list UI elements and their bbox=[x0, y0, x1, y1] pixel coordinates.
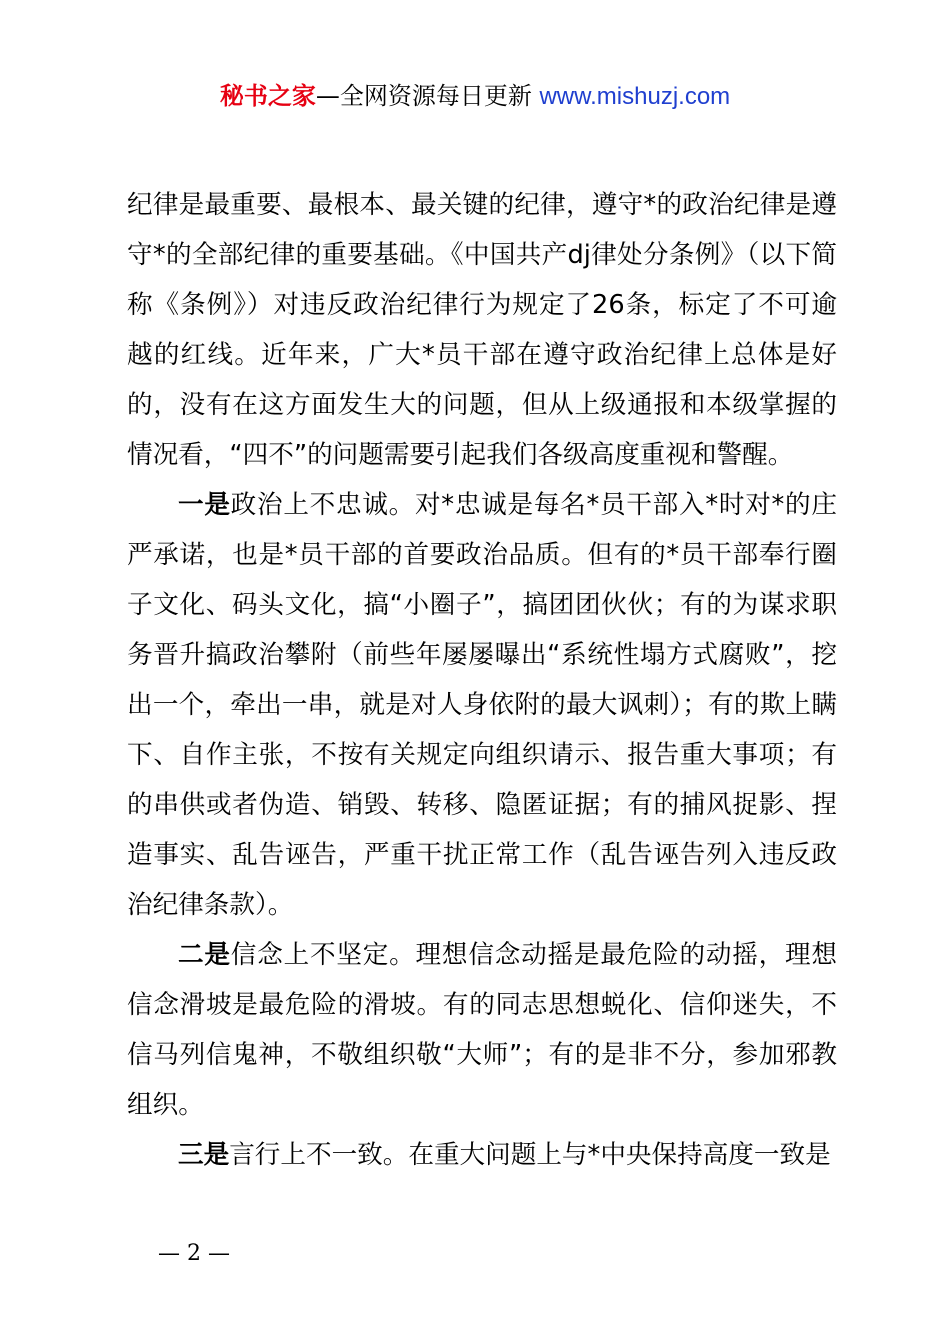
paragraph-point-two bbox=[127, 930, 837, 1130]
paragraph-point-three bbox=[127, 1130, 837, 1180]
site-brand: 秘书之家 bbox=[219, 82, 316, 110]
paragraph-intro bbox=[127, 180, 837, 480]
page-number: — 2 — bbox=[158, 1241, 230, 1266]
paragraph-text: 纪律是最重要、最根本、最关键的纪律，遵守*的政治纪律是遵守*的全部纪律的重要基础。《中国共产dj律处分条例》（以下简称《条例》）对违反政治纪律行为规定了26条，标定了不可逾越的红线。近年来，广大*员干部在遵守政治纪律上总体是好的，没有在这方面发生大的问题，但从上级通报和本级掌握的情况看，“四不”的问题需要引起我们各级高度重视和警醒。 bbox=[127, 190, 837, 470]
document-body bbox=[127, 180, 837, 1180]
paragraph-text: 言行上不一致。在重大问题上与*中央保持高度一致是 bbox=[229, 1140, 831, 1170]
site-header bbox=[0, 80, 950, 113]
paragraph-lead: 一是 bbox=[178, 490, 231, 520]
paragraph-point-one bbox=[127, 480, 837, 930]
paragraph-lead: 二是 bbox=[178, 940, 231, 970]
paragraph-text: 信念上不坚定。理想信念动摇是最危险的动摇，理想信念滑坡是最危险的滑坡。有的同志思想蜕化、信仰迷失，不信马列信鬼神，不敬组织敬“大师”；有的是非不分，参加邪教组织。 bbox=[127, 940, 837, 1120]
site-tagline: —全网资源每日更新 bbox=[315, 82, 540, 110]
site-url-link[interactable]: www.mishuzj.com bbox=[539, 83, 731, 110]
paragraph-lead: 三是 bbox=[178, 1140, 230, 1170]
paragraph-text: 政治上不忠诚。对*忠诚是每名*员干部入*时对*的庄严承诺，也是*员干部的首要政治品质。但有的*员干部奉行圈子文化、码头文化，搞“小圈子”，搞团团伙伙；有的为谋求职务晋升搞政治攀附（前些年屡屡曝出“系统性塌方式腐败”，挖出一个，牵出一串，就是对人身依附的最大讽刺）；有的欺上瞒下、自作主张，不按有关规定向组织请示、报告重大事项；有的串供或者伪造、销毁、转移、隐匿证据；有的捕风捉影、捏造事实、乱告诬告，严重干扰正常工作（乱告诬告列入违反政治纪律条款）。 bbox=[127, 490, 837, 920]
